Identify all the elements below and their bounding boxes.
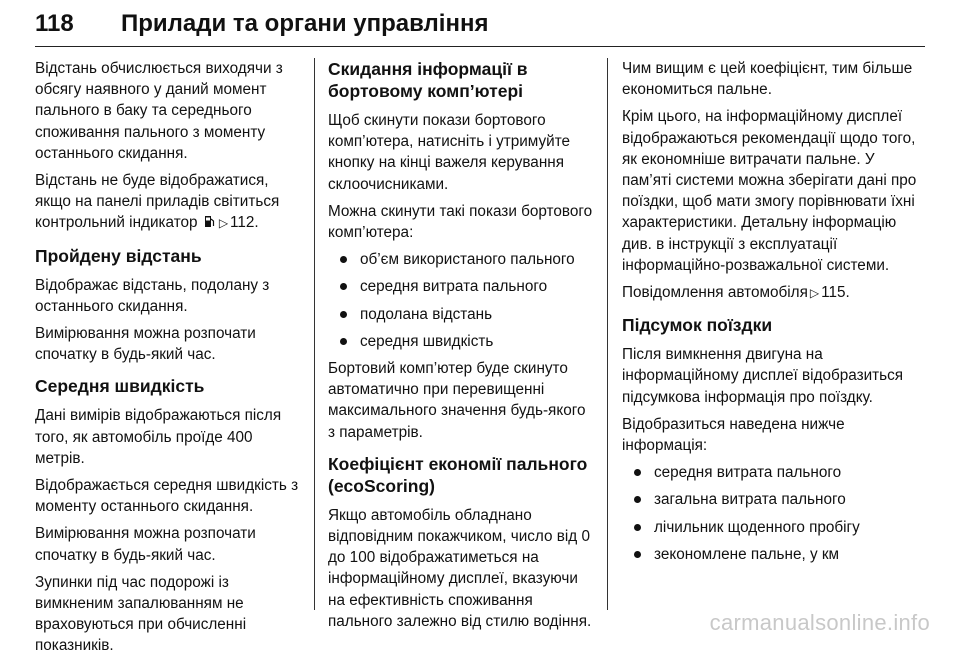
- paragraph: Щоб скинути покази бортового комп’ютера, натисніть і утримуйте кнопку на кінці важеля керування склоочисниками.: [328, 112, 571, 193]
- paragraph: Вимірювання можна розпочати спочатку в будь-який час.: [35, 325, 256, 364]
- paragraph: Відстань обчислюється виходячи з обсягу наявного у даний момент пального в баку та середнього споживання пального з моменту останнього скидання.: [35, 60, 283, 162]
- paragraph: Можна скинути такі покази бортового комп’ютера:: [328, 202, 593, 242]
- section-heading: Скидання інформації в бортовому комп’ютері: [328, 59, 528, 101]
- list-item: середня витрата пального: [622, 462, 922, 483]
- page-number: 118: [35, 10, 74, 37]
- reference-arrow-icon: ▷: [809, 286, 820, 301]
- bullet-icon: [634, 469, 641, 476]
- paragraph: Відобразиться наведена нижче інформація:: [622, 415, 845, 455]
- bullet-icon: [340, 338, 347, 345]
- list-item: загальна витрата пального: [622, 489, 922, 510]
- paragraph: Бортовий комп’ютер буде скинуто автоматично при перевищенні максимального значення будь-якого з параметрів.: [328, 360, 586, 441]
- column-1: [35, 58, 303, 663]
- column-divider: [607, 58, 608, 610]
- paragraph: Відображає відстань, подолану з останнього скидання.: [35, 276, 270, 315]
- bullet-icon: [340, 311, 347, 318]
- list-item: подолана відстань: [328, 304, 596, 325]
- paragraph: Повідомлення автомобіля ▷ 115.: [622, 282, 922, 304]
- section-heading: Пройдену відстань: [35, 245, 202, 266]
- column-3: [622, 58, 922, 571]
- paragraph: Крім цього, на інформаційному дисплеї відображаються рекомендації щодо того, як економніше витрачати пальне. У пам’яті системи можна зберігати дані про поїздки, щоб мати змогу порівнювати їхні характеристики. Детальну інформацію див. в інструкції з експлуатації інформаційно-розважальної системи.: [622, 108, 917, 274]
- list-item: лічильник щоденного пробігу: [622, 517, 922, 538]
- paragraph: Після вимкнення двигуна на інформаційному дисплеї відобразиться підсумкова інформація про поїздку.: [622, 346, 904, 406]
- reference-arrow-icon: ▷: [218, 216, 229, 231]
- paragraph: Відстань не буде відображатися, якщо на панелі приладів світиться контрольний індикатор ▷ 112.: [35, 170, 303, 235]
- watermark: carmanualsonline.info: [709, 610, 930, 635]
- page-header: [35, 4, 925, 47]
- section-heading: Коефіцієнт економії пального (ecoScoring): [328, 453, 588, 496]
- paragraph: Чим вищим є цей коефіцієнт, тим більше економиться пальне.: [622, 60, 913, 99]
- bullet-icon: [340, 256, 347, 263]
- page-title: Прилади та органи управління: [121, 10, 489, 37]
- list-item: середня швидкість: [328, 331, 596, 352]
- paragraph: Вимірювання можна розпочати спочатку в будь-який час.: [35, 525, 256, 564]
- list-item: зекономлене пальне, у км: [622, 544, 922, 565]
- bullet-list: [328, 249, 596, 352]
- list-item: об’єм використаного пального: [328, 249, 596, 270]
- bullet-list: [622, 462, 922, 565]
- section-heading: Середня швидкість: [35, 376, 205, 397]
- fuel-pump-icon: [204, 215, 215, 228]
- paragraph: Дані вимірів відображаються після того, як автомобіль проїде 400 метрів.: [35, 407, 282, 467]
- paragraph: Зупинки під час подорожі із вимкненим запалюванням не враховуються при обчисленні показників.: [35, 573, 247, 655]
- column-2: [328, 58, 596, 638]
- paragraph: Відображається середня швидкість з моменту останнього скидання.: [35, 477, 299, 516]
- paragraph: Якщо автомобіль обладнано відповідним покажчиком, число від 0 до 100 відображатиметься на інформаційному дисплеї, вказуючи на ефективність споживання пального залежно від стилю водіння.: [328, 506, 592, 630]
- column-divider: [314, 58, 315, 610]
- bullet-icon: [340, 283, 347, 290]
- bullet-icon: [634, 551, 641, 558]
- bullet-icon: [634, 496, 641, 503]
- section-heading: Підсумок поїздки: [622, 315, 773, 336]
- bullet-icon: [634, 524, 641, 531]
- list-item: середня витрата пального: [328, 276, 596, 297]
